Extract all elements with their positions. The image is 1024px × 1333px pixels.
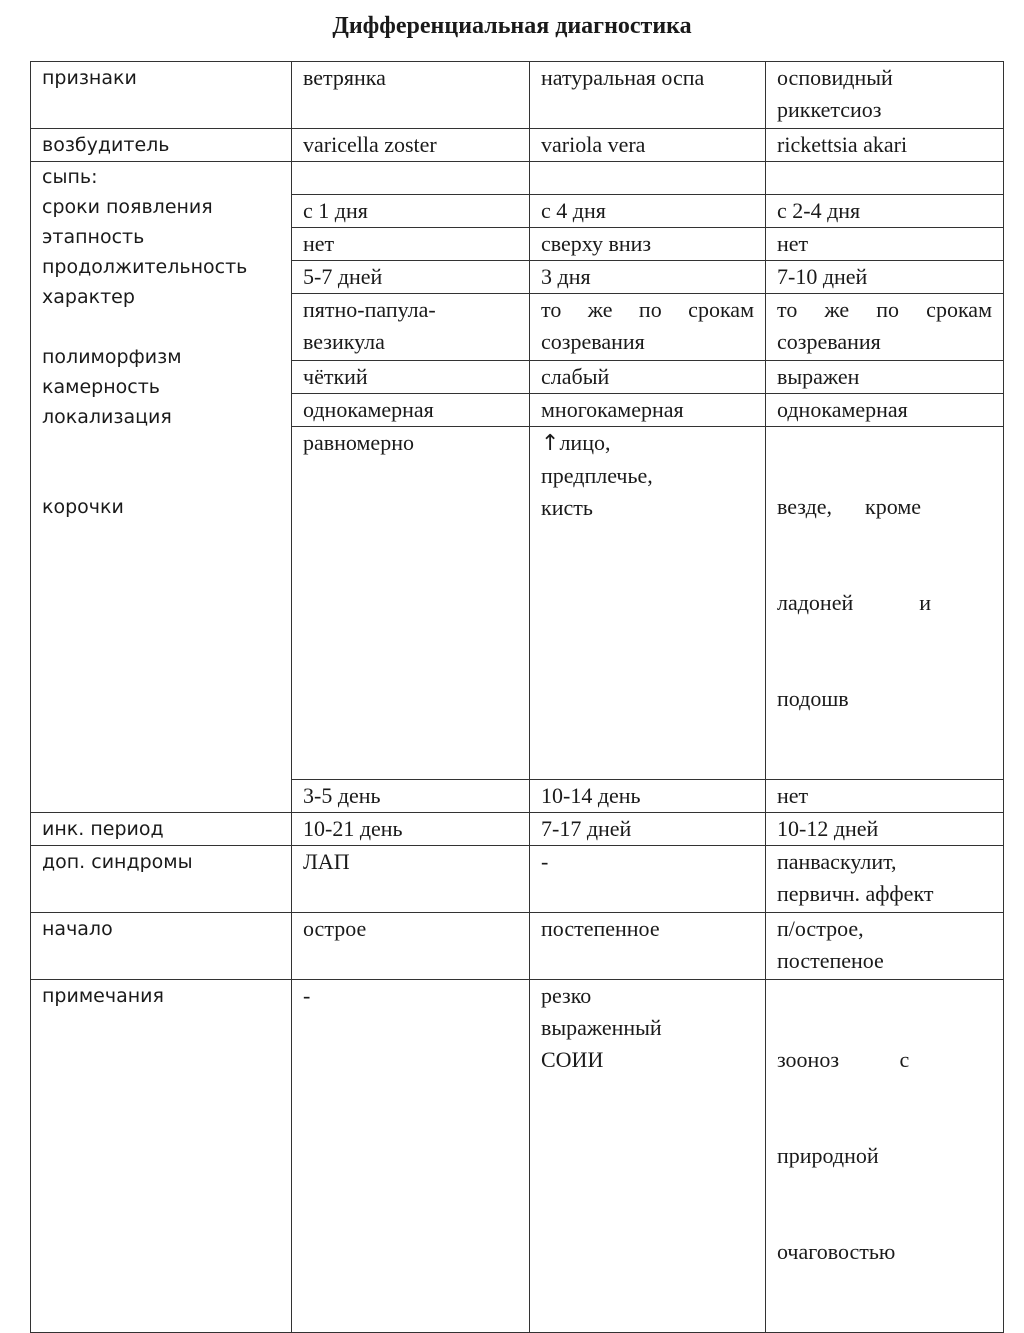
duration-label: продолжительность <box>42 256 248 278</box>
pathogen-label: возбудитель <box>31 129 292 162</box>
rash-empty-cell <box>292 162 530 195</box>
pathogen-smallpox: variola vera <box>530 129 766 162</box>
crusts-label: корочки <box>42 496 124 518</box>
onset-smallpox-type: постепенное <box>530 913 766 980</box>
onset-rickettsiosis: с 2-4 дня <box>766 195 1004 228</box>
character-rickettsiosis: то же по срокам созревания <box>766 294 1004 361</box>
staging-chickenpox: нет <box>292 228 530 261</box>
rash-header-row <box>31 162 1004 195</box>
polymorphism-chickenpox: чёткий <box>292 361 530 394</box>
incubation-label: инк. период <box>31 813 292 846</box>
header-row <box>31 62 1004 129</box>
up-arrow-icon: ↑ <box>541 431 560 456</box>
chamber-chickenpox: однокамерная <box>292 394 530 427</box>
chamber-rickettsiosis: однокамерная <box>766 394 1004 427</box>
crusts-rickettsiosis: нет <box>766 780 1004 813</box>
page-title: Дифференциальная диагностика <box>332 13 692 39</box>
onset-row <box>31 913 1004 980</box>
syndromes-row <box>31 846 1004 913</box>
onset-smallpox: с 4 дня <box>530 195 766 228</box>
diagnosis-table <box>30 61 1004 1333</box>
chamber-smallpox: многокамерная <box>530 394 766 427</box>
onset-chickenpox-type: острое <box>292 913 530 980</box>
character-chickenpox: пятно-папула- везикула <box>292 294 530 361</box>
onset-rickettsiosis-type: п/острое, постепеное <box>766 913 1004 980</box>
header-chickenpox: ветрянка <box>292 62 530 129</box>
polymorphism-label: полиморфизм <box>42 346 182 368</box>
staging-smallpox: сверху вниз <box>530 228 766 261</box>
staging-label: этапность <box>42 226 145 248</box>
onset-time-label: сроки появления <box>42 196 213 218</box>
incubation-smallpox: 7-17 дней <box>530 813 766 846</box>
polymorphism-smallpox: слабый <box>530 361 766 394</box>
polymorphism-rickettsiosis: выражен <box>766 361 1004 394</box>
pathogen-row <box>31 129 1004 162</box>
header-features: признаки <box>31 62 292 129</box>
rash-label: сыпь: <box>42 166 98 188</box>
header-rickettsiosis: осповидный риккетсиоз <box>766 62 1004 129</box>
incubation-row <box>31 813 1004 846</box>
chamber-label: камерность <box>42 376 160 398</box>
notes-row <box>31 980 1004 1333</box>
syndromes-smallpox: - <box>530 846 766 913</box>
onset-label: начало <box>31 913 292 980</box>
notes-rickettsiosis: зооноз с природной очаговостью <box>766 980 1004 1333</box>
localization-label: локализация <box>42 406 172 428</box>
rash-labels <box>31 162 292 813</box>
duration-chickenpox: 5-7 дней <box>292 261 530 294</box>
incubation-chickenpox: 10-21 день <box>292 813 530 846</box>
syndromes-rickettsiosis: панваскулит, первичн. аффект <box>766 846 1004 913</box>
pathogen-chickenpox: varicella zoster <box>292 129 530 162</box>
syndromes-chickenpox: ЛАП <box>292 846 530 913</box>
localization-chickenpox: равномерно <box>292 427 530 780</box>
duration-smallpox: 3 дня <box>530 261 766 294</box>
rash-empty-cell <box>530 162 766 195</box>
character-label: характер <box>42 286 135 308</box>
notes-smallpox: резко выраженный СОИИ <box>530 980 766 1333</box>
notes-label: примечания <box>31 980 292 1333</box>
pathogen-rickettsiosis: rickettsia akari <box>766 129 1004 162</box>
syndromes-label: доп. синдромы <box>31 846 292 913</box>
staging-rickettsiosis: нет <box>766 228 1004 261</box>
crusts-chickenpox: 3-5 день <box>292 780 530 813</box>
character-smallpox: то же по срокам созревания <box>530 294 766 361</box>
localization-rickettsiosis: везде, кроме ладоней и подошв <box>766 427 1004 780</box>
rash-empty-cell <box>766 162 1004 195</box>
crusts-smallpox: 10-14 день <box>530 780 766 813</box>
header-smallpox: натуральная оспа <box>530 62 766 129</box>
incubation-rickettsiosis: 10-12 дней <box>766 813 1004 846</box>
localization-smallpox: ↑лицо, предплечье, кисть <box>530 427 766 780</box>
notes-chickenpox: - <box>292 980 530 1333</box>
onset-chickenpox: с 1 дня <box>292 195 530 228</box>
duration-rickettsiosis: 7-10 дней <box>766 261 1004 294</box>
